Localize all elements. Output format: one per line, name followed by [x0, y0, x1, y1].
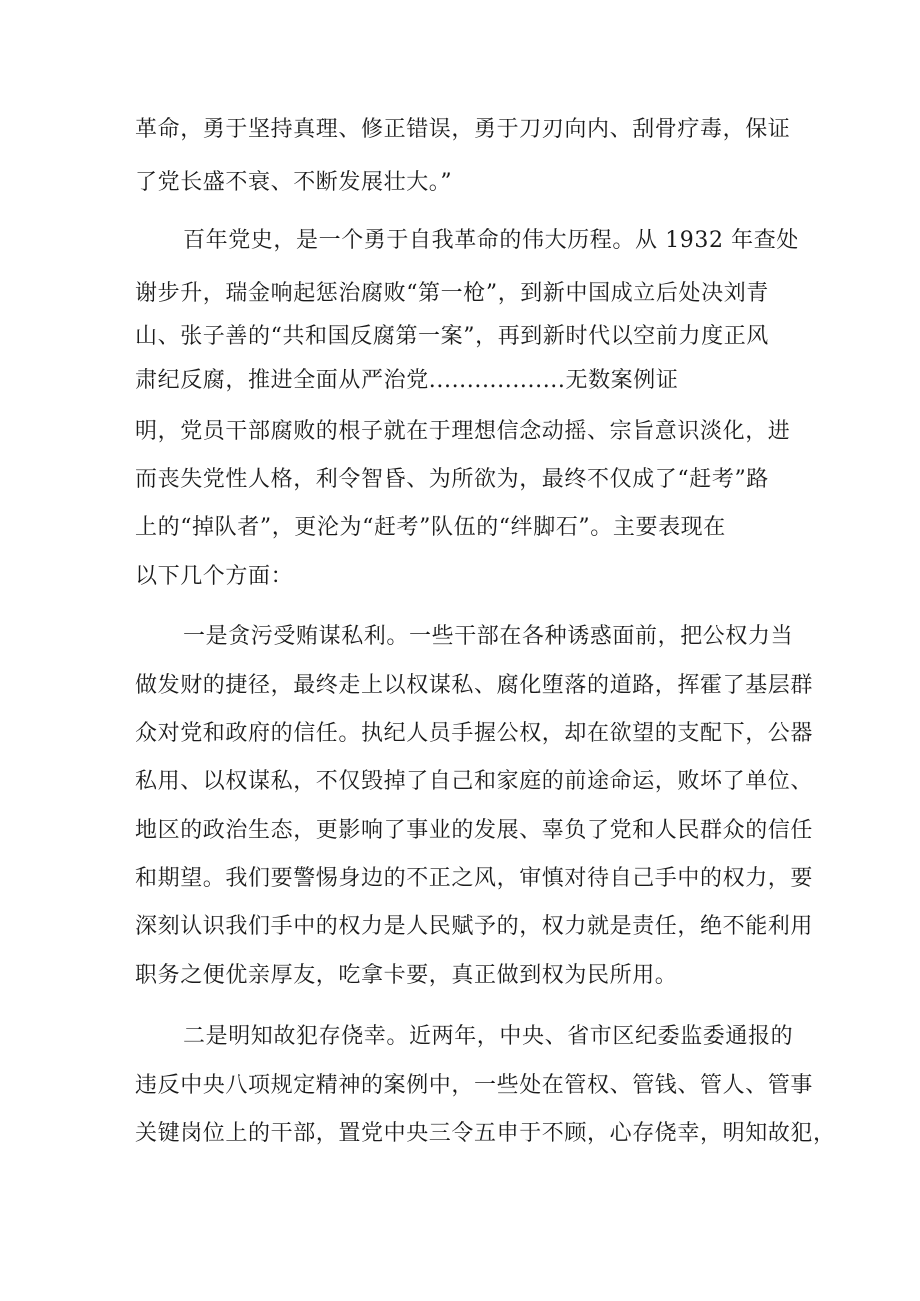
text-line: 二是明知故犯存侥幸。近两年，中央、省市区纪委监委通报的	[183, 1024, 794, 1049]
text-line: 地区的政治生态，更影响了事业的发展、辜负了党和人民群众的信任	[135, 818, 814, 843]
text-line: 谢步升，瑞金响起惩治腐败“第一枪”，到新中国成立后处决刘青	[135, 281, 769, 306]
text-line: 了党长盛不衰、不断发展壮大。”	[135, 170, 453, 195]
text-line: 革命，勇于坚持真理、修正错误，勇于刀刃向内、刮骨疗毒，保证	[135, 117, 791, 142]
text-line: 肃纪反腐，推进全面从严治党..................无数案例证	[135, 368, 679, 393]
text-line: 明，党员干部腐败的根子就在于理想信念动摇、宗旨意识淡化，进	[135, 419, 791, 444]
text-line: 山、张子善的“共和国反腐第一案”，再到新时代以空前力度正风	[135, 324, 769, 349]
text-line: 以下几个方面：	[135, 564, 294, 589]
text-line: 关键岗位上的干部，置党中央三令五申于不顾，心存侥幸，明知故犯，	[135, 1121, 836, 1146]
text-line: 和期望。我们要警惕身边的不正之风，审慎对待自己手中的权力，要	[135, 866, 814, 891]
text-line: 一是贪污受贿谋私利。一些干部在各种诱惑面前，把公权力当	[183, 624, 794, 649]
text-line: 私用、以权谋私，不仅毁掉了自己和家庭的前途命运，败坏了单位、	[135, 769, 814, 794]
text-line: 深刻认识我们手中的权力是人民赋予的，权力就是责任，绝不能利用	[135, 914, 814, 939]
text-line: 上的“掉队者”，更沦为“赶考”队伍的“绊脚石”。主要表现在	[135, 515, 726, 540]
text-line: 百年党史，是一个勇于自我革命的伟大历程。从 1932 年查处	[183, 228, 799, 253]
text-line: 做发财的捷径，最终走上以权谋私、腐化堕落的道路，挥霍了基层群	[135, 673, 814, 698]
text-line: 职务之便优亲厚友，吃拿卡要，真正做到权为民所用。	[135, 963, 678, 988]
text-line: 众对党和政府的信任。执纪人员手握公权，却在欲望的支配下，公器	[135, 721, 814, 746]
text-line: 违反中央八项规定精神的案例中，一些处在管权、管钱、管人、管事	[135, 1073, 814, 1098]
text-line: 而丧失党性人格，利令智昏、为所欲为，最终不仅成了“赶考”路	[135, 467, 769, 492]
